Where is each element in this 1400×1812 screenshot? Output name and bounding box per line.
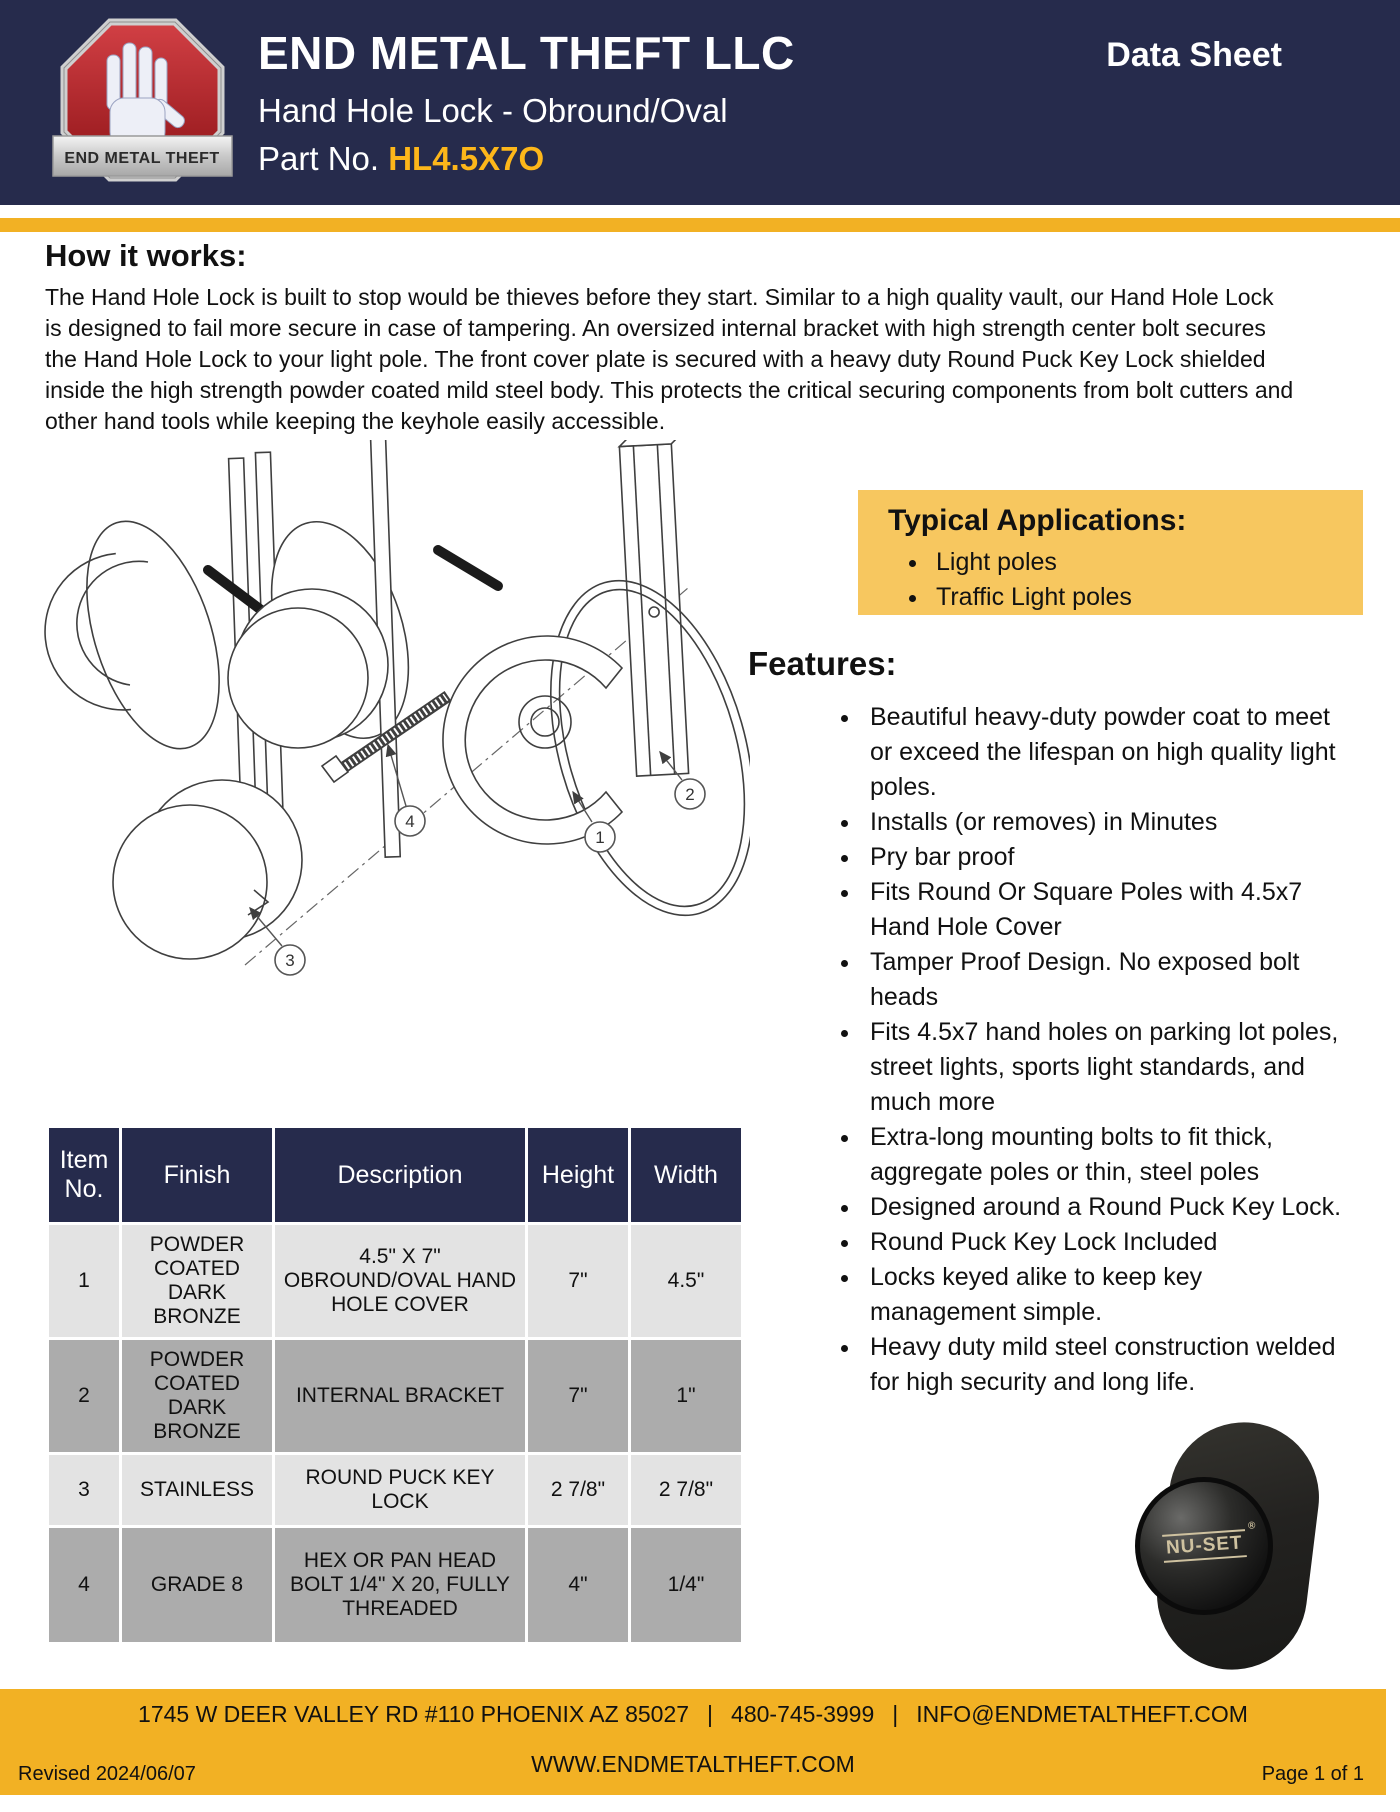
- cell-width: 4.5": [631, 1225, 741, 1337]
- registered-mark: ®: [1247, 1520, 1257, 1532]
- table-row: [49, 1340, 741, 1452]
- cell-height: 4": [528, 1528, 628, 1642]
- feature-item: • Round Puck Key Lock Included: [862, 1225, 1347, 1260]
- svg-text:1: 1: [595, 828, 605, 847]
- application-item: • Light poles: [930, 548, 1132, 577]
- how-it-works-title: How it works:: [45, 238, 247, 273]
- cell-width: 1/4": [631, 1528, 741, 1642]
- how-it-works-body: The Hand Hole Lock is built to stop would be thieves before they start. Similar to a high quality vault, our Hand Hole Lock is designed to fail more secure in case of tampering. An oversized internal bracket with high strength center bolt secures the Hand Hole Lock to your light pole. The front cover plate is secured with a heavy duty Round Puck Key Lock shielded inside the high strength powder coated mild steel body. This protects the critical securing components from bolt cutters and other hand tools while keeping the keyhole easily accessible.: [45, 284, 1294, 434]
- footer-separator: |: [892, 1701, 899, 1727]
- cell-finish: GRADE 8: [122, 1528, 272, 1642]
- cell-height: 2 7/8": [528, 1455, 628, 1525]
- table-row: [49, 1528, 741, 1642]
- part-number-line: [258, 140, 544, 178]
- features-list: [862, 700, 1347, 1400]
- cell-finish: STAINLESS: [122, 1455, 272, 1525]
- cell-description: ROUND PUCK KEY LOCK: [275, 1455, 525, 1525]
- footer-phone: 480-745-3999: [731, 1701, 875, 1727]
- cell-item-no: 2: [49, 1340, 119, 1452]
- part-label: Part No.: [258, 140, 389, 177]
- cell-item-no: 1: [49, 1225, 119, 1337]
- feature-item: • Locks keyed alike to keep key management simple.: [862, 1260, 1347, 1330]
- cell-width: 2 7/8": [631, 1455, 741, 1525]
- col-header-item-no: Item No.: [49, 1128, 119, 1222]
- puck-lock-drawing: [113, 780, 302, 959]
- footer-bar: [0, 1689, 1386, 1795]
- footer-revised-date: Revised 2024/06/07: [18, 1763, 196, 1785]
- header-bar: [0, 0, 1400, 205]
- cell-finish: POWDER COATED DARK BRONZE: [122, 1225, 272, 1337]
- logo-text: END METAL THEFT: [64, 150, 220, 167]
- footer-page-number: Page 1 of 1: [1261, 1763, 1364, 1785]
- cell-height: 7": [528, 1225, 628, 1337]
- table-row: [49, 1225, 741, 1337]
- cell-description: INTERNAL BRACKET: [275, 1340, 525, 1452]
- product-name: Hand Hole Lock - Obround/Oval: [258, 92, 728, 129]
- doc-type-label: Data Sheet: [1106, 36, 1282, 74]
- feature-item: • Pry bar proof: [862, 840, 1347, 875]
- feature-item: • Designed around a Round Puck Key Lock.: [862, 1190, 1347, 1225]
- cell-item-no: 3: [49, 1455, 119, 1525]
- puck-brand-label: [1162, 1520, 1257, 1563]
- exploded-view-diagram: [40, 440, 750, 990]
- typical-applications-box: [858, 490, 1363, 615]
- company-logo: [50, 10, 235, 200]
- svg-text:3: 3: [285, 951, 295, 970]
- product-photo: [1135, 1422, 1320, 1672]
- feature-item: • Heavy duty mild steel construction welded for high security and long life.: [862, 1330, 1347, 1400]
- table-header-row: [49, 1128, 741, 1222]
- logo-banner: [53, 136, 232, 176]
- spec-table: [46, 1125, 744, 1645]
- table-row: [49, 1455, 741, 1525]
- col-header-finish: Finish: [122, 1128, 272, 1222]
- cell-finish: POWDER COATED DARK BRONZE: [122, 1340, 272, 1452]
- feature-item: • Fits Round Or Square Poles with 4.5x7 Hand Hole Cover: [862, 875, 1347, 945]
- footer-email: INFO@ENDMETALTHEFT.COM: [916, 1701, 1248, 1727]
- photo-puck-lock: [1135, 1477, 1273, 1615]
- cell-description: HEX OR PAN HEAD BOLT 1/4" X 20, FULLY THREADED: [275, 1528, 525, 1642]
- col-header-description: Description: [275, 1128, 525, 1222]
- feature-item: • Installs (or removes) in Minutes: [862, 805, 1347, 840]
- hand-hole-cover-drawing: [443, 557, 750, 939]
- col-header-width: Width: [631, 1128, 741, 1222]
- footer-contact-line: [0, 1701, 1386, 1728]
- puck-brand-text: NU-SET: [1164, 1532, 1243, 1559]
- footer-website: WWW.ENDMETALTHEFT.COM: [531, 1751, 855, 1777]
- cell-description: 4.5" X 7" OBROUND/OVAL HAND HOLE COVER: [275, 1225, 525, 1337]
- feature-item: • Tamper Proof Design. No exposed bolt heads: [862, 945, 1347, 1015]
- feature-item: • Fits 4.5x7 hand holes on parking lot poles, street lights, sports light standards, and much more: [862, 1015, 1347, 1120]
- svg-text:4: 4: [405, 812, 415, 831]
- cell-height: 7": [528, 1340, 628, 1452]
- cell-width: 1": [631, 1340, 741, 1452]
- company-name: END METAL THEFT LLC: [258, 27, 795, 79]
- features-title: Features:: [748, 645, 897, 682]
- part-number: HL4.5X7O: [388, 140, 545, 177]
- svg-text:2: 2: [685, 785, 695, 804]
- typical-applications-title: Typical Applications:: [888, 504, 1187, 537]
- header-divider-stripe: [0, 218, 1400, 232]
- footer-separator: |: [707, 1701, 714, 1727]
- typical-applications-list: [930, 548, 1132, 618]
- feature-item: • Extra-long mounting bolts to fit thick, aggregate poles or thin, steel poles: [862, 1120, 1347, 1190]
- application-item: • Traffic Light poles: [930, 583, 1132, 612]
- cell-item-no: 4: [49, 1528, 119, 1642]
- feature-item: • Beautiful heavy-duty powder coat to meet or exceed the lifespan on high quality light poles.: [862, 700, 1347, 805]
- internal-bracket-drawing: [619, 440, 701, 776]
- col-header-height: Height: [528, 1128, 628, 1222]
- footer-address-text: 1745 W DEER VALLEY RD #110 PHOENIX AZ 85027: [138, 1701, 690, 1727]
